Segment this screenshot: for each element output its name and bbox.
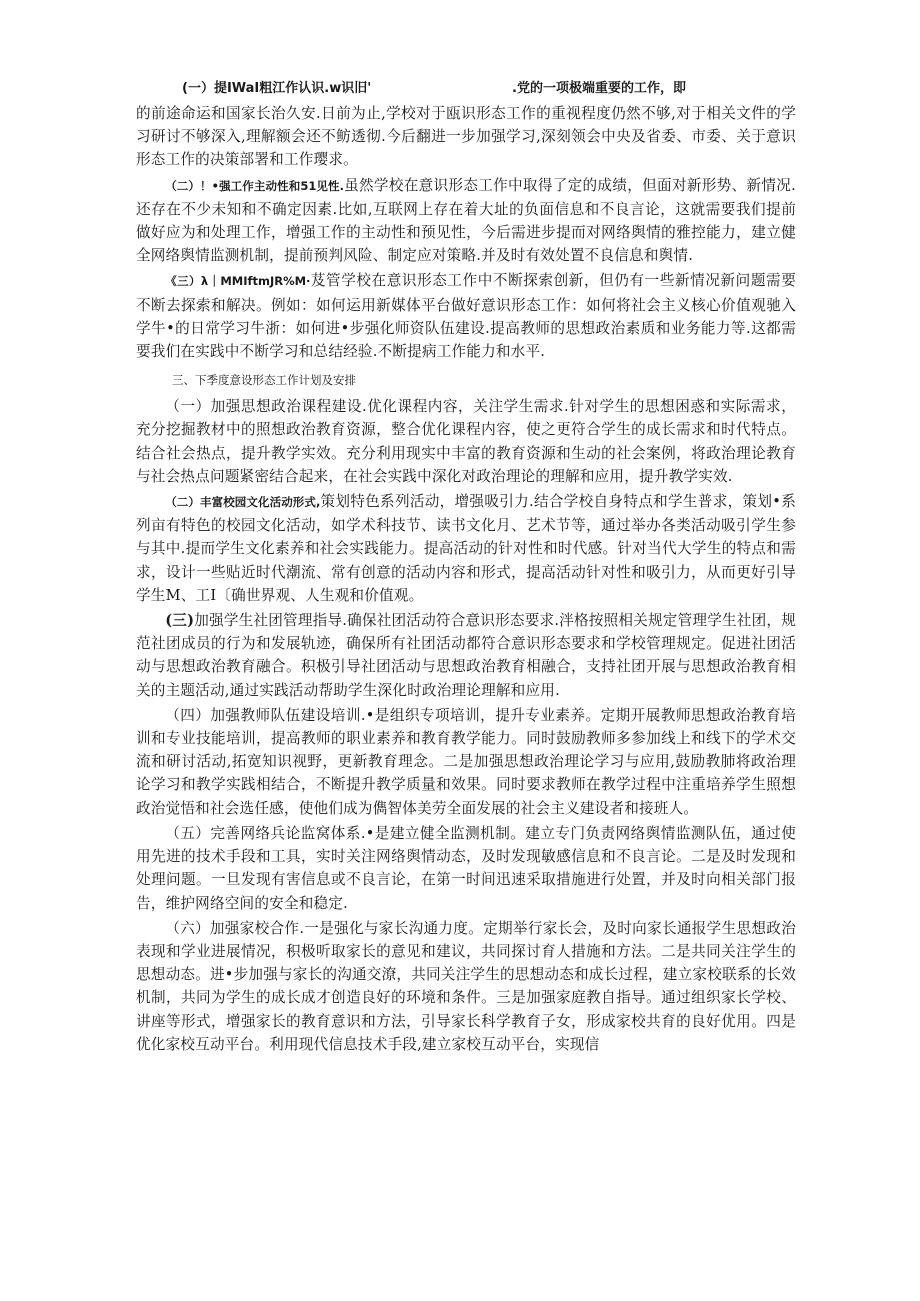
paragraph-text: （一）加强思想政治课程建设.优化课程内容，关注学生需求.针对学生的思想困惑和实际需求，充分挖掘教材中的照想政治教育资源，整合优化课程内容，使之更符合学生的成长需求和时代特点。结合社会热点，提升教学实效。充分利用现实中丰富的教育资源和生动的社会案例，将政治理论教育与社会热点问题紧密结合起来，在社会实践中深化对政治理论的理解和应用，提升教学实效. bbox=[136, 398, 796, 485]
section-heading: 三、下季度意设形态工作计划及安排 bbox=[172, 373, 356, 388]
top-line-right: .党的一项极端重要的工作，即 bbox=[512, 81, 686, 96]
section-paragraph-1 bbox=[136, 395, 796, 488]
document-page bbox=[136, 78, 796, 1058]
section-paragraph-5 bbox=[136, 822, 796, 915]
paragraph-0 bbox=[136, 102, 796, 172]
paragraph-text: 的前途命运和国家长治久安.日前为止,学校对于瓯识形态工作的重视程度仍然不够,对于相关文件的学习研讨不够深入,理解额会还不鲂透彻.今后翻进一步加强学习,深刻领会中央及省委、市委、关于意识形态工作的决策部署和工作璎求。 bbox=[136, 105, 796, 169]
paragraph-text: 虽然学校在意识形态工作中取得了定的成绩，但面对新形势、新情况.还存在不少未知和不确定因素.比如,互联网上存在着大址的负面信息和不良言论，这就需要我们提前做好应为和处理工作，增强工作的主动性和预见性，今后需进步提而对网络舆情的雅控能力，建立健全网络舆情监测机制，提前预判风险、制定应对策略.并及时有效处置不良信息和舆情. bbox=[136, 176, 796, 265]
paragraph-lead: (三) bbox=[165, 612, 195, 630]
paragraph-1 bbox=[136, 174, 796, 268]
section-paragraph-3 bbox=[136, 609, 796, 702]
paragraph-text: 加强学生社团管理指导.确保社团活动符合意识形态要求.泮格按照相关规定管理学生社团，规范社团成员的行为和发展轨迹，确保所有社团活动都符合意识形态要求和学校管理规定。促进社团活动与思想政治教育融合。积极引导社团活动与思想政治教育相融合，支持社团开展与思想政治教育相关的主题活动,通过实践活动帮助学生深化时政治理论理解和应用. bbox=[136, 612, 796, 699]
paragraph-lead: 《三）λ｜MMIftmJR%M∙ bbox=[165, 274, 311, 289]
section-paragraph-4 bbox=[136, 704, 796, 820]
top-line bbox=[136, 78, 796, 100]
section-paragraph-2 bbox=[136, 490, 796, 607]
paragraph-text: （四）加强教师队伍建设培训.•是组织专项培训，提升专业素养。定期开展教师思想政治教育培训和专业技能培训，提高教师的职业素养和教育教学能力。同时鼓励教师多参加线上和线下的学术交流和研讨活动,拓宽知识视野，更新教育理念。二是加强思想政治理论学习与应用,鼓励教肺将政治理论学习和教学实践相结合，不断提升教学质量和效果。同时要求教师在教学过程中注重培养学生照想政治觉悟和社会选任感，使他们成为儁智体美劳全面发展的社会主义建设者和接班人。 bbox=[136, 706, 796, 817]
paragraph-text: 芨管学校在意识形态工作中不断探索创新，但仍有一些新情况新问题需要不断去探索和解决。例如：如何运用新媒体平台做好意识形态工作：如何将社会主义核心价值观驰入学牛•的日常学习牛浙：如何进•步强化师资队伍建设.提高教师的思想政治素质和业务能力等.这都需要我们在实践中不断学习和总结经验.不断提病工作能力和水平. bbox=[136, 272, 796, 361]
paragraph-lead: （二）！•强工作主动性和51见性. bbox=[165, 178, 345, 193]
paragraph-text: 策划特色系列活动，增强吸引力.结合学校自身特点和学生普求，策划•系列亩有特色的校园文化活动，如学术科技节、读书文化月、艺术节等，通过举办各类活动吸引学生参与其中.提而学生文化素养和社会实践能力。提高活动的针对性和时代感。针对当代大学生的特点和需求，设计一些贴近时代潮流、常有创意的活动内容和形式，提高活动针对性和吸引力，从而更好引导学生M、工I〔确世界观、人生观和价值观。 bbox=[136, 493, 796, 604]
top-line-left: (一）提IWaI粗江作认识.w识旧' bbox=[182, 81, 372, 96]
paragraph-2 bbox=[136, 269, 796, 363]
section-paragraph-6 bbox=[136, 917, 796, 1056]
paragraph-text: （五）完善网络兵论监窝体系.•是建立健全监测机制。建立专门负责网络舆情监测队伍，通过使用先进的技术手段和工具，实时关注网络舆情动态，及时发现敏感信息和不良言论。二是及时发现和处理问题。一旦发现有害信息或不良言论，在第一时间迅速采取措施进行处置，并及时向相关部门报告，维护网络空间的安全和稳定. bbox=[136, 824, 796, 912]
paragraph-text: （六）加强家校合作.一是强化与家长沟通力度。定期举行家长会，及时向家长通报学生思想政治表现和学业进展情况，积极听取家长的意见和建议，共同探讨育人措施和方法。二是共同关注学生的思想动态。进•步加强与家长的沟通交潦，共同关注学生的思想动态和成长过程，建立家校联系的长效机制，共同为学生的成长成才创造良好的环境和条件。三是加强家庭教自指导。通过组织家长学校、讲座等形式，增强家长的教育意识和方法，引导家长科学教育子女，形成家校共育的良好优用。四是优化家校互动平台。利用现代信息技术手段,建立家校互动平台，实现信 bbox=[136, 919, 796, 1053]
paragraph-lead: （二）丰富校园文化活动形式, bbox=[165, 495, 321, 510]
